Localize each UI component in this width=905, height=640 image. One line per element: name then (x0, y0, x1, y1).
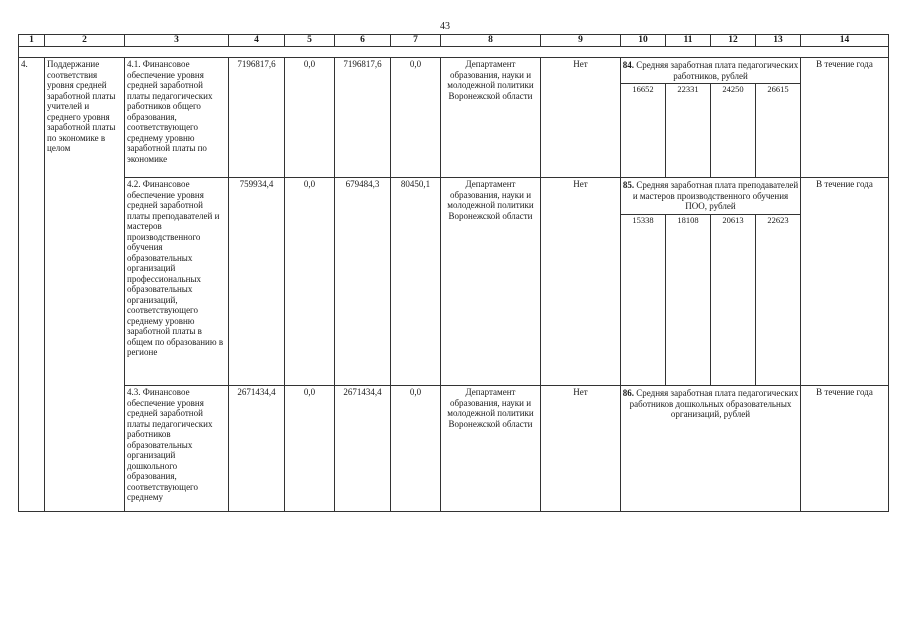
header-col-9: 9 (541, 35, 621, 47)
measure-description: 4.2. Финансовое обеспечение уровня средней заработной платы преподавателей и мастеров производственного обучения образовательных организаций профессиональных образовательных организаций, соответствующего среднему уровню заработной платы в общем по образованию в регионе (125, 178, 229, 386)
indicator-values (621, 83, 800, 94)
indicator-value: 24250 (711, 84, 756, 94)
header-col-11: 11 (666, 35, 711, 47)
executor: Департамент образования, науки и молодежной политики Воронежской области (441, 58, 541, 178)
col9-value: Нет (541, 386, 621, 512)
header-col-3: 3 (125, 35, 229, 47)
col5-value: 0,0 (285, 178, 335, 386)
indicator-value: 22331 (666, 84, 711, 94)
col6-value: 2671434,4 (335, 386, 391, 512)
measure-description: 4.3. Финансовое обеспечение уровня средней заработной платы педагогических работников образовательных организаций дошкольного образования, соответствующего среднему (125, 386, 229, 512)
indicator-cell (621, 178, 801, 386)
indicator-title (621, 179, 800, 214)
col9-value: Нет (541, 178, 621, 386)
indicator-text: Средняя заработная плата педагогических работников дошкольных образовательных организаций, рублей (629, 388, 799, 419)
col6-value: 679484,3 (335, 178, 391, 386)
header-col-2: 2 (45, 35, 125, 47)
indicator-number: 85. (622, 180, 635, 190)
table-row (19, 58, 889, 178)
indicator-value: 22623 (767, 214, 789, 225)
indicator-number: 84. (622, 60, 634, 70)
col5-value: 0,0 (285, 386, 335, 512)
term: В течение года (801, 58, 889, 178)
col7-value: 80450,1 (391, 178, 441, 386)
row-number: 4. (19, 58, 45, 512)
indicator-cell (621, 386, 801, 512)
indicator-text: Средняя заработная плата преподавателей и мастеров производственного обучения ПОО, рублей (632, 180, 799, 211)
program-measures-table (18, 34, 889, 512)
header-col-1: 1 (19, 35, 45, 47)
term: В течение года (801, 178, 889, 386)
indicator-value: 26615 (767, 84, 789, 94)
col4-value: 759934,4 (229, 178, 285, 386)
col7-value: 0,0 (391, 386, 441, 512)
header-col-6: 6 (335, 35, 391, 47)
term: В течение года (801, 386, 889, 512)
header-col-4: 4 (229, 35, 285, 47)
indicator-value: 18108 (666, 215, 711, 225)
header-col-14: 14 (801, 35, 889, 47)
col6-value: 7196817,6 (335, 58, 391, 178)
executor: Департамент образования, науки и молодежной политики Воронежской области (441, 386, 541, 512)
header-col-5: 5 (285, 35, 335, 47)
header-col-12: 12 (711, 35, 756, 47)
header-col-7: 7 (391, 35, 441, 47)
executor: Департамент образования, науки и молодежной политики Воронежской области (441, 178, 541, 386)
indicator-value: 20613 (711, 215, 756, 225)
indicator-title (621, 387, 800, 422)
indicator-value: 16652 (621, 84, 666, 94)
table-row (19, 178, 889, 386)
col4-value: 2671434,4 (229, 386, 285, 512)
col7-value: 0,0 (391, 58, 441, 178)
indicator-cell (621, 58, 801, 178)
table-row (19, 386, 889, 512)
header-col-13: 13 (756, 35, 801, 47)
header-row (19, 35, 889, 47)
indicator-title (621, 59, 800, 83)
indicator-text: Средняя заработная плата педагогических работников, рублей (636, 60, 799, 81)
col5-value: 0,0 (285, 58, 335, 178)
page-number: 43 (440, 21, 450, 32)
col9-value: Нет (541, 58, 621, 178)
indicator-values (621, 214, 800, 225)
measure-description: 4.1. Финансовое обеспечение уровня средней заработной платы педагогических работников общего образования, соответствующего среднему уровню заработной платы по экономике (125, 58, 229, 178)
header-col-10: 10 (621, 35, 666, 47)
indicator-number: 86. (622, 388, 634, 398)
row-name: Поддержание соответствия уровня средней заработной платы учителей и среднего уровня заработной платы по экономике в целом (45, 58, 125, 512)
col4-value: 7196817,6 (229, 58, 285, 178)
header-col-8: 8 (441, 35, 541, 47)
indicator-value: 15338 (621, 215, 666, 225)
